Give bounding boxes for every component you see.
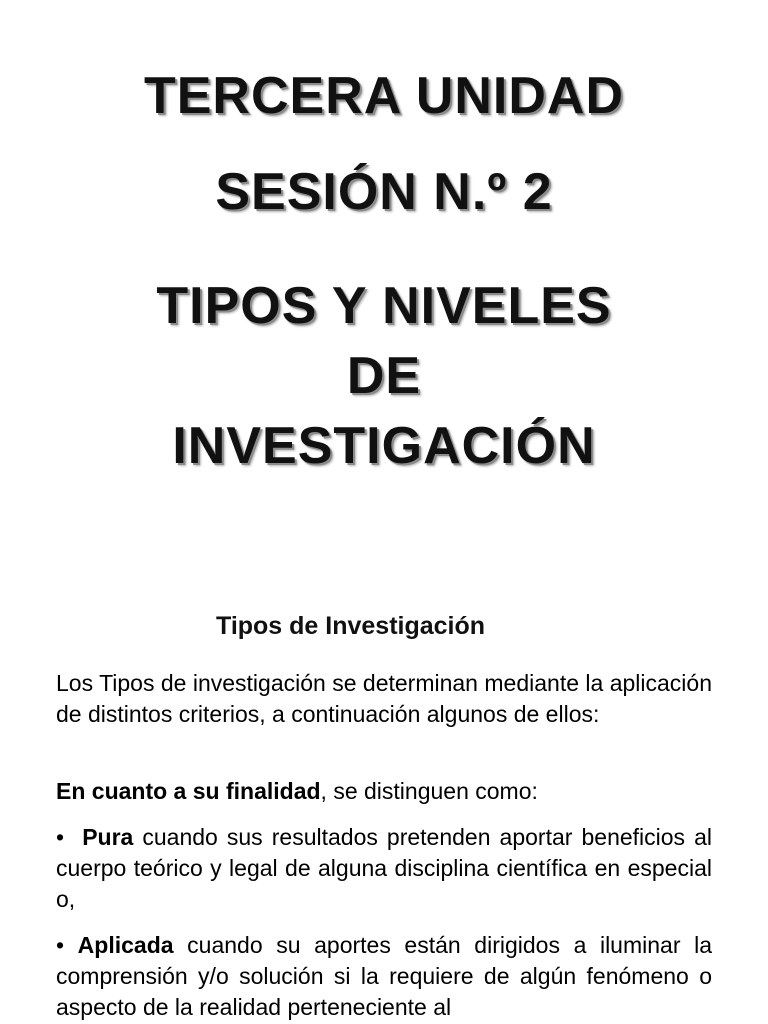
pura-paragraph	[56, 822, 712, 915]
title-session: SESIÓN N.º 2	[215, 163, 553, 221]
bullet-marker: •	[56, 824, 65, 850]
pura-text: cuando sus resultados pretenden aportar beneficios al cuerpo teórico y legal de alguna disciplina científica en especial o,	[56, 824, 713, 912]
pura-label: Pura	[82, 824, 134, 850]
title-topic-line1: TIPOS Y NIVELES	[156, 277, 612, 335]
bullet-marker: •	[56, 932, 65, 958]
section-heading: Tipos de Investigación	[216, 612, 486, 640]
aplicada-label: Aplicada	[77, 932, 174, 958]
aplicada-paragraph	[56, 930, 712, 1023]
title-topic-line2: DE	[346, 347, 422, 405]
finalidad-label: En cuanto a su finalidad	[56, 778, 321, 804]
title-topic-line3: INVESTIGACIÓN	[172, 417, 596, 475]
title-unit: TERCERA UNIDAD	[143, 67, 625, 125]
aplicada-text: cuando su aportes están dirigidos a iluminar la comprensión y/o solución si la requiere de algún fenómeno o aspecto de la realidad perteneciente al	[56, 932, 712, 1020]
intro-paragraph: Los Tipos de investigación se determinan mediante la aplicación de distintos criterios, a continuación algunos de ellos:	[56, 670, 712, 727]
finalidad-text: , se distinguen como:	[320, 778, 538, 804]
finalidad-paragraph	[56, 776, 712, 807]
